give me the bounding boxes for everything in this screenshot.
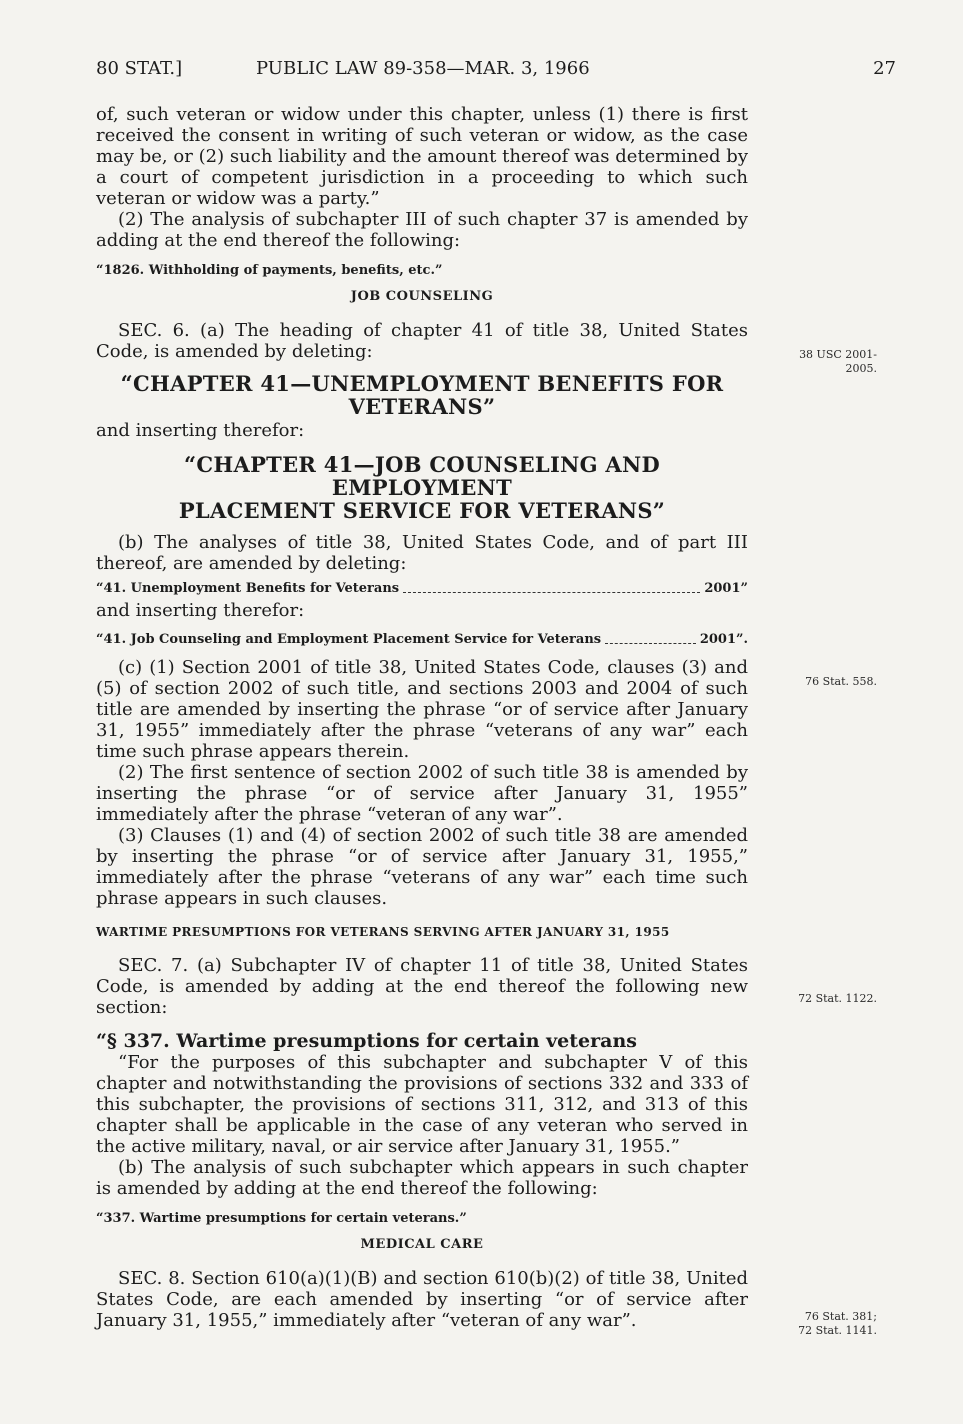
paragraph: SEC. 6. (a) The heading of chapter 41 of title 38, United States Code, is amended by deleting: xyxy=(96,320,748,362)
paragraph: (b) The analyses of title 38, United States Code, and of part III thereof, are amended by deleting: xyxy=(96,532,748,574)
margin-citation: 76 Stat. 558. xyxy=(805,675,877,688)
paragraph: (c) (1) Section 2001 of title 38, United States Code, clauses (3) and (5) of section 2002 of such title, and sections 2003 and 2004 of such title are amended by inserting the phrase “or of service after January 31, 1955” immediately after the phrase “veterans of any war” each time such phrase appears therein. xyxy=(96,657,748,762)
section-heading: WARTIME PRESUMPTIONS FOR VETERANS SERVING AFTER JANUARY 31, 1955 xyxy=(96,925,670,939)
section-heading: MEDICAL CARE xyxy=(360,1237,484,1252)
analysis-line-old: “41. Unemployment Benefits for Veterans 2001” xyxy=(96,581,748,596)
amendment-line: “337. Wartime presumptions for certain veterans.” xyxy=(96,1211,467,1226)
chapter-title-old: “CHAPTER 41—UNEMPLOYMENT BENEFITS FOR VETERANS” xyxy=(120,371,724,419)
paragraph: (2) The first sentence of section 2002 of such title 38 is amended by inserting the phrase “or of service after January 31, 1955” immediately after the phrase “veteran of any war”. xyxy=(96,762,748,825)
paragraph: (b) The analysis of such subchapter which appears in such chapter is amended by adding at the end thereof the following: xyxy=(96,1157,748,1199)
chapter-title-new: “CHAPTER 41—JOB COUNSELING AND EMPLOYMENT PLACEMENT SERVICE FOR VETERANS” xyxy=(178,452,666,523)
margin-citation: 38 USC 2001- 2005. xyxy=(799,348,877,375)
paragraph: and inserting therefor: xyxy=(96,420,305,441)
analysis-line-new: “41. Job Counseling and Employment Placement Service for Veterans 2001”. xyxy=(96,632,748,647)
paragraph: (3) Clauses (1) and (4) of section 2002 of such title 38 are amended by inserting the phrase “or of service after January 31, 1955,” immediately after the phrase “veterans of any war” each time such phrase appears in such clauses. xyxy=(96,825,748,909)
statute-volume: 80 STAT.] xyxy=(96,58,183,79)
paragraph: “For the purposes of this subchapter and subchapter V of this chapter and notwithstanding the provisions of sections 332 and 333 of this subchapter, the provisions of sections 311, 312, and 313 of this chapter shall be applicable in the case of any veteran who served in the active military, naval, or air service after January 31, 1955.” xyxy=(96,1052,748,1157)
document-body xyxy=(96,104,748,1331)
margin-citation: 76 Stat. 381; 72 Stat. 1141. xyxy=(798,1310,877,1337)
amendment-line: “1826. Withholding of payments, benefits, etc.” xyxy=(96,263,443,278)
paragraph: SEC. 8. Section 610(a)(1)(B) and section 610(b)(2) of title 38, United States Code, are each amended by inserting “or of service after January 31, 1955,” immediately after “veteran of any war”. xyxy=(96,1268,748,1331)
paragraph: SEC. 7. (a) Subchapter IV of chapter 11 of title 38, United States Code, is amended by adding at the end thereof the following new section: xyxy=(96,955,748,1018)
page-number: 27 xyxy=(873,58,896,79)
code-section-title: “§ 337. Wartime presumptions for certain veterans xyxy=(96,1030,637,1052)
paragraph: of, such veteran or widow under this chapter, unless (1) there is first received the consent in writing of such veteran or widow, as the case may be, or (2) such liability and the amount thereof was determined by a court of competent jurisdiction in a proceeding to which such veteran or widow was a party.” xyxy=(96,104,748,209)
margin-citation: 72 Stat. 1122. xyxy=(798,992,877,1005)
section-heading: JOB COUNSELING xyxy=(350,289,494,304)
header-title: PUBLIC LAW 89-358—MAR. 3, 1966 xyxy=(256,58,590,79)
paragraph: and inserting therefor: xyxy=(96,600,305,621)
paragraph: (2) The analysis of subchapter III of such chapter 37 is amended by adding at the end thereof the following: xyxy=(96,209,748,251)
running-header xyxy=(96,58,896,82)
